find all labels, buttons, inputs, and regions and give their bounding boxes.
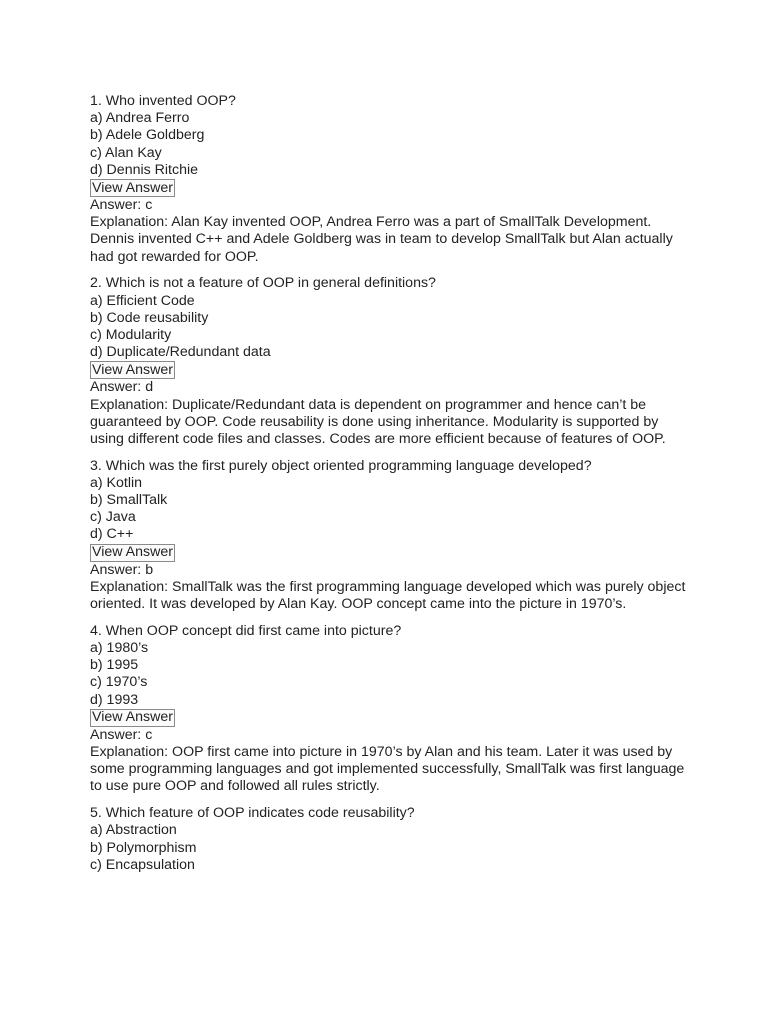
option-a: a) 1980’s — [90, 639, 149, 656]
answer-text: Answer: b — [90, 561, 154, 578]
option-b: b) Polymorphism — [90, 839, 197, 856]
option-d: d) C++ — [90, 526, 134, 543]
question-block-2 — [90, 275, 690, 448]
question-text: 2. Which is not a feature of OOP in general definitions? — [90, 275, 436, 292]
question-text: 3. Which was the first purely object oriented programming language developed? — [90, 457, 592, 474]
option-a: a) Kotlin — [90, 474, 143, 491]
question-text: 5. Which feature of OOP indicates code reusability? — [90, 805, 415, 822]
question-text: 4. When OOP concept did first came into picture? — [90, 622, 402, 639]
view-answer-button[interactable]: View Answer — [92, 544, 173, 561]
view-answer-button[interactable]: View Answer — [92, 709, 173, 726]
explanation-text: Explanation: SmallTalk was the first programming language developed which was purely object oriented. It was developed by Alan Kay. OOP concept came into the picture in 1970’s. — [90, 578, 686, 613]
question-block-3 — [90, 458, 690, 614]
option-c: c) Modularity — [90, 326, 172, 343]
question-block-5 — [90, 805, 690, 874]
option-d: d) Duplicate/Redundant data — [90, 344, 271, 361]
option-c: c) Java — [90, 509, 136, 526]
option-a: a) Abstraction — [90, 822, 177, 839]
explanation-text: Explanation: Alan Kay invented OOP, Andrea Ferro was a part of SmallTalk Development. Dennis invented C++ and Adele Goldberg was in team to develop SmallTalk but Alan actually had got rewarded for OOP. — [90, 214, 673, 265]
question-block-1 — [90, 93, 690, 266]
answer-text: Answer: d — [90, 379, 154, 396]
explanation-text: Explanation: Duplicate/Redundant data is dependent on programmer and hence can’t be guaranteed by OOP. Code reusability is done using inheritance. Modularity is supported by using different code files and classes. Codes are more efficient because of features of OOP. — [90, 396, 666, 447]
answer-text: Answer: c — [90, 726, 153, 743]
option-c: c) Encapsulation — [90, 856, 195, 873]
explanation-text: Explanation: OOP first came into picture in 1970’s by Alan and his team. Later it was used by some programming languages and got implemented successfully, SmallTalk was first language to use pure OOP and followed all rules strictly. — [90, 744, 685, 795]
option-c: c) 1970’s — [90, 674, 148, 691]
option-b: b) Code reusability — [90, 309, 209, 326]
option-b: b) Adele Goldberg — [90, 127, 205, 144]
option-a: a) Efficient Code — [90, 292, 195, 309]
option-b: b) SmallTalk — [90, 492, 168, 509]
view-answer-button[interactable]: View Answer — [92, 179, 173, 196]
view-answer-button[interactable]: View Answer — [92, 361, 173, 378]
document-body — [90, 93, 690, 883]
option-d: d) 1993 — [90, 691, 139, 708]
question-text: 1. Who invented OOP? — [90, 93, 236, 109]
answer-text: Answer: c — [90, 197, 153, 214]
option-b: b) 1995 — [90, 657, 139, 674]
question-block-4 — [90, 623, 690, 796]
option-a: a) Andrea Ferro — [90, 110, 190, 127]
option-d: d) Dennis Ritchie — [90, 161, 199, 178]
option-c: c) Alan Kay — [90, 144, 162, 161]
